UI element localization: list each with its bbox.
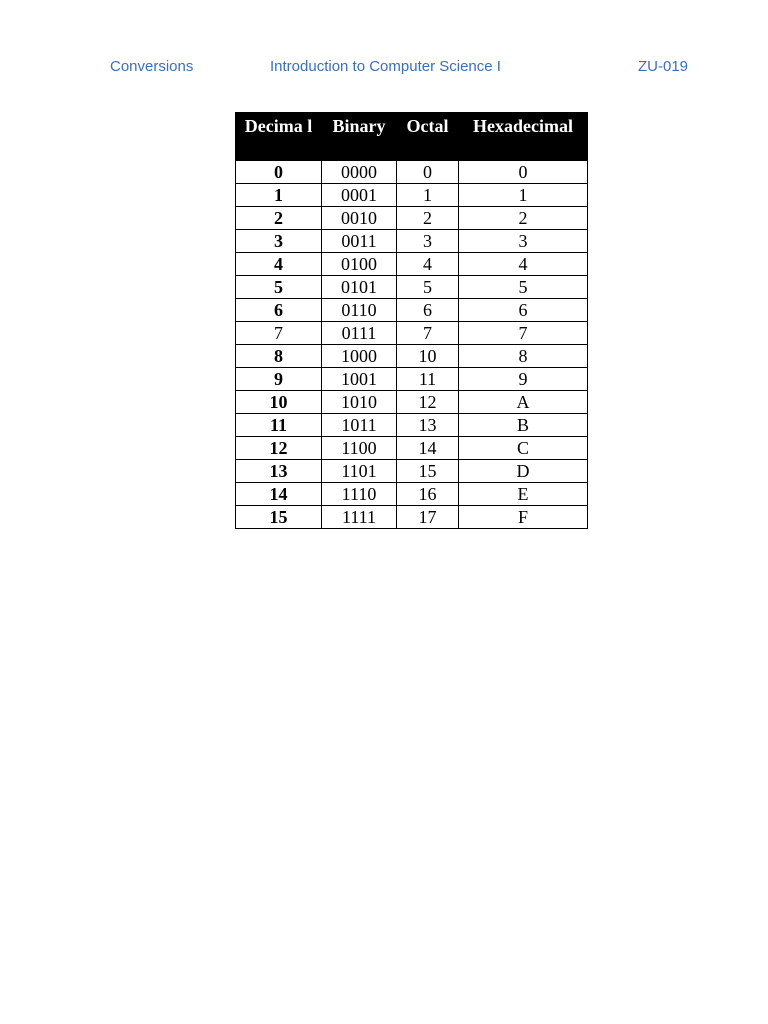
table-row — [236, 437, 588, 460]
cell-decimal: 3 — [236, 230, 322, 253]
header-course-title: Introduction to Computer Science I — [270, 58, 501, 75]
cell-decimal: 5 — [236, 276, 322, 299]
table-row — [236, 161, 588, 184]
column-header-decimal: Decima l — [236, 113, 322, 161]
column-header-hexadecimal: Hexadecimal — [459, 113, 588, 161]
cell-hexadecimal: 1 — [459, 184, 588, 207]
cell-binary: 0100 — [322, 253, 397, 276]
cell-hexadecimal: A — [459, 391, 588, 414]
cell-decimal: 7 — [236, 322, 322, 345]
conversion-table — [235, 112, 588, 529]
cell-hexadecimal: 7 — [459, 322, 588, 345]
cell-binary: 0111 — [322, 322, 397, 345]
table-header-row — [236, 113, 588, 161]
cell-binary: 1111 — [322, 506, 397, 529]
cell-octal: 2 — [397, 207, 459, 230]
cell-binary: 0001 — [322, 184, 397, 207]
table-row — [236, 230, 588, 253]
cell-octal: 12 — [397, 391, 459, 414]
cell-decimal: 9 — [236, 368, 322, 391]
cell-hexadecimal: B — [459, 414, 588, 437]
cell-decimal: 2 — [236, 207, 322, 230]
cell-binary: 0000 — [322, 161, 397, 184]
cell-hexadecimal: 5 — [459, 276, 588, 299]
cell-octal: 0 — [397, 161, 459, 184]
page-header — [0, 58, 768, 80]
table-row — [236, 253, 588, 276]
cell-hexadecimal: E — [459, 483, 588, 506]
column-header-binary: Binary — [322, 113, 397, 161]
table-row — [236, 368, 588, 391]
cell-decimal: 10 — [236, 391, 322, 414]
cell-binary: 1010 — [322, 391, 397, 414]
table-row — [236, 391, 588, 414]
cell-hexadecimal: 4 — [459, 253, 588, 276]
cell-binary: 1011 — [322, 414, 397, 437]
cell-octal: 17 — [397, 506, 459, 529]
table-row — [236, 184, 588, 207]
cell-binary: 0110 — [322, 299, 397, 322]
table-row — [236, 207, 588, 230]
cell-binary: 0011 — [322, 230, 397, 253]
cell-decimal: 1 — [236, 184, 322, 207]
cell-binary: 1000 — [322, 345, 397, 368]
cell-hexadecimal: 6 — [459, 299, 588, 322]
cell-octal: 14 — [397, 437, 459, 460]
cell-binary: 0101 — [322, 276, 397, 299]
cell-decimal: 15 — [236, 506, 322, 529]
table-row — [236, 414, 588, 437]
cell-octal: 5 — [397, 276, 459, 299]
cell-binary: 0010 — [322, 207, 397, 230]
cell-hexadecimal: 8 — [459, 345, 588, 368]
cell-hexadecimal: 0 — [459, 161, 588, 184]
header-course-code: ZU-019 — [638, 58, 689, 75]
table-row — [236, 299, 588, 322]
table-row — [236, 460, 588, 483]
cell-hexadecimal: 2 — [459, 207, 588, 230]
cell-decimal: 12 — [236, 437, 322, 460]
cell-octal: 1 — [397, 184, 459, 207]
cell-binary: 1110 — [322, 483, 397, 506]
cell-hexadecimal: F — [459, 506, 588, 529]
cell-octal: 10 — [397, 345, 459, 368]
cell-decimal: 6 — [236, 299, 322, 322]
cell-octal: 7 — [397, 322, 459, 345]
cell-hexadecimal: C — [459, 437, 588, 460]
table-row — [236, 276, 588, 299]
cell-octal: 15 — [397, 460, 459, 483]
cell-octal: 13 — [397, 414, 459, 437]
table-row — [236, 345, 588, 368]
cell-octal: 16 — [397, 483, 459, 506]
cell-decimal: 8 — [236, 345, 322, 368]
cell-decimal: 13 — [236, 460, 322, 483]
cell-binary: 1101 — [322, 460, 397, 483]
cell-binary: 1001 — [322, 368, 397, 391]
cell-octal: 3 — [397, 230, 459, 253]
cell-decimal: 0 — [236, 161, 322, 184]
cell-binary: 1100 — [322, 437, 397, 460]
cell-hexadecimal: 3 — [459, 230, 588, 253]
column-header-octal: Octal — [397, 113, 459, 161]
cell-octal: 11 — [397, 368, 459, 391]
header-section-title: Conversions — [110, 58, 194, 75]
cell-decimal: 14 — [236, 483, 322, 506]
cell-octal: 6 — [397, 299, 459, 322]
cell-decimal: 4 — [236, 253, 322, 276]
table-body — [236, 161, 588, 529]
cell-decimal: 11 — [236, 414, 322, 437]
table-row — [236, 506, 588, 529]
table-row — [236, 322, 588, 345]
cell-hexadecimal: 9 — [459, 368, 588, 391]
cell-octal: 4 — [397, 253, 459, 276]
cell-hexadecimal: D — [459, 460, 588, 483]
table-row — [236, 483, 588, 506]
